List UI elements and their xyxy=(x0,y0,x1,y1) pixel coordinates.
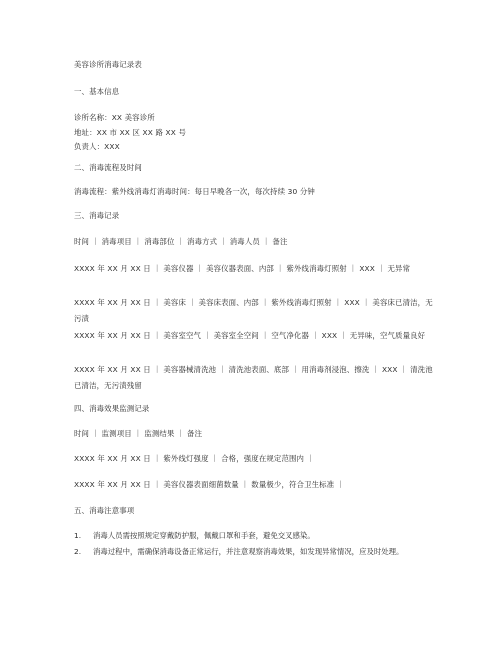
list-number: 2. xyxy=(74,547,82,556)
list-text: 消毒过程中，需确保消毒设备正常运行，并注意观察消毒效果，如发现异常情况，应及时处理。 xyxy=(93,547,404,556)
list-item xyxy=(74,544,436,560)
clinic-name: 诊所名称：XX 美容诊所 xyxy=(74,113,155,122)
list-number: 1. xyxy=(74,531,82,540)
monitor-table-header: 时间 ｜ 监测项目 ｜ 监测结果 ｜ 备注 xyxy=(74,429,203,438)
section-3-heading: 三、消毒记录 xyxy=(74,211,120,220)
section-4-heading: 四、消毒效果监测记录 xyxy=(74,404,150,413)
monitor-row: XXXX 年 XX 月 XX 日 ｜ 美容仪器表面细菌数量 ｜ 数量极少，符合卫生标准 ｜ xyxy=(74,480,345,489)
record-row: XXXX 年 XX 月 XX 日 ｜ 美容床 ｜ 美容床表面、内部 ｜ 紫外线消毒灯照射 ｜ XXX ｜ 美容床已清洁，无污渍 xyxy=(74,298,433,323)
section-1-heading: 一、基本信息 xyxy=(74,87,120,96)
list-text: 消毒人员需按照规定穿戴防护服，佩戴口罩和手套，避免交叉感染。 xyxy=(93,531,315,540)
monitor-row: XXXX 年 XX 月 XX 日 ｜ 紫外线灯强度 ｜ 合格，强度在规定范围内 ｜ xyxy=(74,454,315,463)
record-row: XXXX 年 XX 月 XX 日 ｜ 美容器械清洗池 ｜ 清洗池表面、底部 ｜ 用消毒剂浸泡、擦洗 ｜ XXX ｜ 清洗池已清洁，无污渍残留 xyxy=(74,365,433,390)
section-5-heading: 五、消毒注意事项 xyxy=(74,506,135,515)
document-title: 美容诊所消毒记录表 xyxy=(74,60,142,69)
person-in-charge: 负责人：XXX xyxy=(74,142,120,151)
section-2-heading: 二、消毒流程及时间 xyxy=(74,163,142,172)
record-row: XXXX 年 XX 月 XX 日 ｜ 美容室空气 ｜ 美容室全空间 ｜ 空气净化器 ｜ XXX ｜ 无异味，空气质量良好 xyxy=(74,331,426,340)
clinic-address: 地址：XX 市 XX 区 XX 路 XX 号 xyxy=(74,128,186,137)
record-row: XXXX 年 XX 月 XX 日 ｜ 美容仪器 ｜ 美容仪器表面、内部 ｜ 紫外线消毒灯照射 ｜ XXX ｜ 无异常 xyxy=(74,264,411,273)
list-item xyxy=(74,528,436,544)
record-table-header: 时间 ｜ 消毒项目 ｜ 消毒部位 ｜ 消毒方式 ｜ 消毒人员 ｜ 备注 xyxy=(74,237,288,246)
disinfection-process: 消毒流程：紫外线消毒灯消毒时间：每日早晚各一次，每次持续 30 分钟 xyxy=(74,187,315,196)
